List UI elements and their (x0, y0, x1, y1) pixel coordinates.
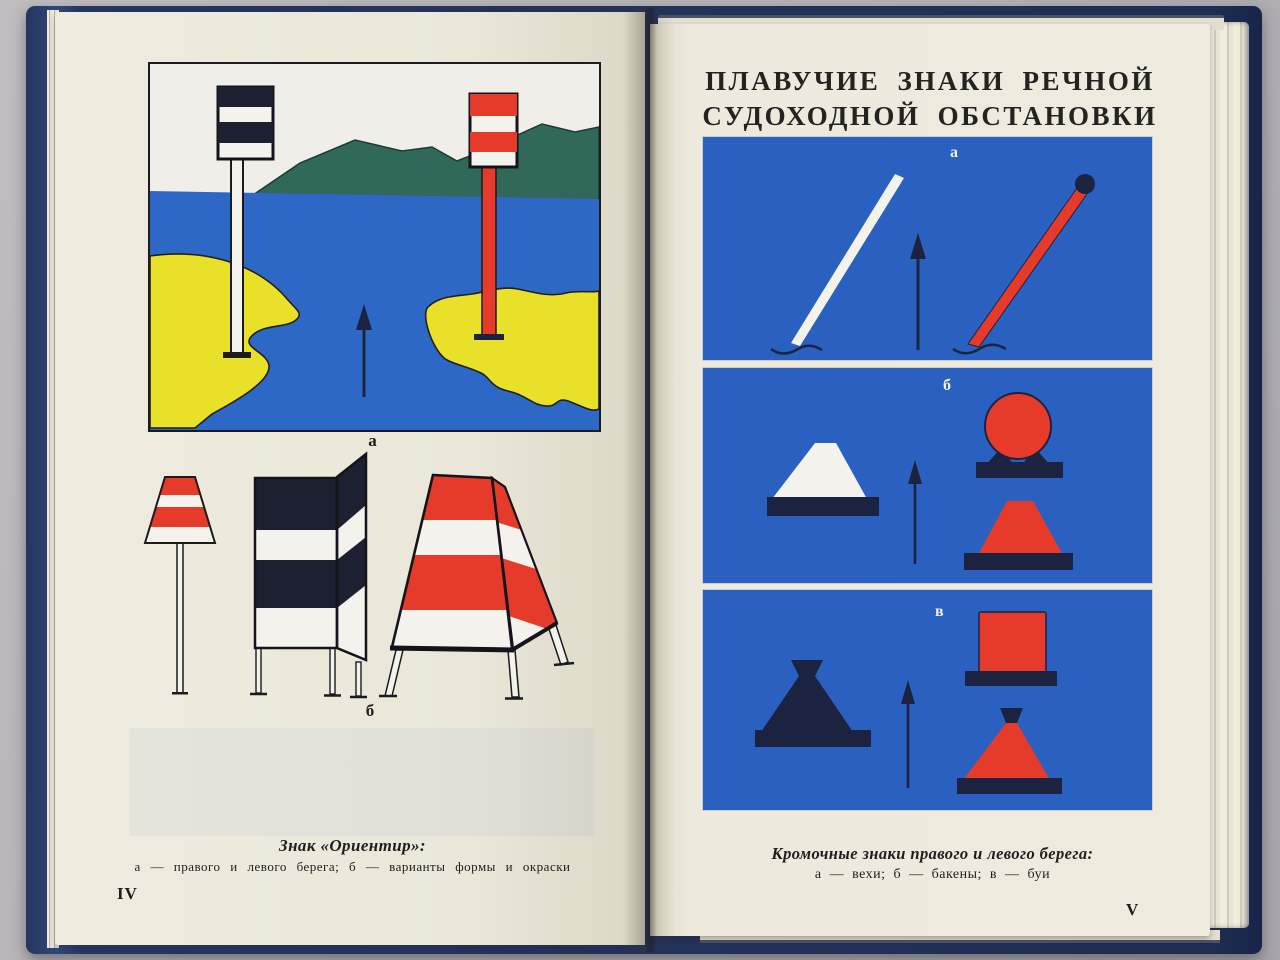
page-title-line2: СУДОХОДНОЙ ОБСТАНОВКИ (702, 101, 1158, 132)
right-page (650, 24, 1210, 936)
panel-a-label: а (950, 144, 958, 161)
river-scene-illustration (150, 64, 599, 430)
left-page-number: IV (117, 884, 138, 903)
figure-a-label: а (368, 431, 377, 450)
upstream-arrow-icon (910, 233, 926, 350)
bakens-illustration (703, 368, 1152, 583)
buoys-illustration (703, 590, 1152, 810)
left-caption (75, 836, 630, 875)
spar-buoys-illustration (703, 137, 1152, 360)
panel-bakeny (703, 368, 1152, 583)
red-cone-baken (964, 501, 1073, 570)
variant-red-white-trapezoid (379, 450, 580, 699)
panel-vekhi (703, 137, 1152, 360)
page-stack-edge-right (1207, 22, 1249, 928)
orientir-variants-figure (140, 450, 600, 705)
left-caption-title: Знак «Ориентир»: (279, 836, 426, 855)
variant-lampshade-sign (140, 472, 220, 695)
white-cone-baken (767, 443, 879, 516)
white-spar-buoy (771, 174, 904, 354)
panel-c-label: в (935, 603, 944, 620)
right-caption-title: Кромочные знаки правого и левого берега: (771, 844, 1094, 863)
page-title-line1: ПЛАВУЧИЕ ЗНАКИ РЕЧНОЙ (705, 66, 1155, 96)
upstream-arrow-icon (901, 680, 915, 788)
page-title (660, 64, 1200, 134)
red-spar-buoy (953, 174, 1095, 353)
orientir-river-scene-figure (148, 62, 601, 432)
panel-b-label: б (943, 377, 951, 394)
upstream-arrow-icon (908, 460, 922, 564)
variant-black-white-panel (250, 454, 367, 697)
right-caption-line: а — вехи; б — бакены; в — буи (814, 867, 1051, 882)
panel-bui (703, 590, 1152, 810)
black-buoy (755, 660, 871, 747)
show-through-ghost (130, 728, 595, 836)
red-cone-buoy (957, 708, 1062, 794)
red-square-buoy (965, 612, 1057, 686)
left-caption-line: а — правого и левого берега; б — варианты формы и окраски (134, 859, 571, 874)
red-ball-baken (976, 393, 1063, 478)
sign-variants-illustration (140, 450, 600, 705)
right-page-number: V (1126, 900, 1140, 919)
right-caption (665, 844, 1200, 883)
left-page (55, 12, 645, 945)
figure-b-label: б (365, 701, 375, 720)
